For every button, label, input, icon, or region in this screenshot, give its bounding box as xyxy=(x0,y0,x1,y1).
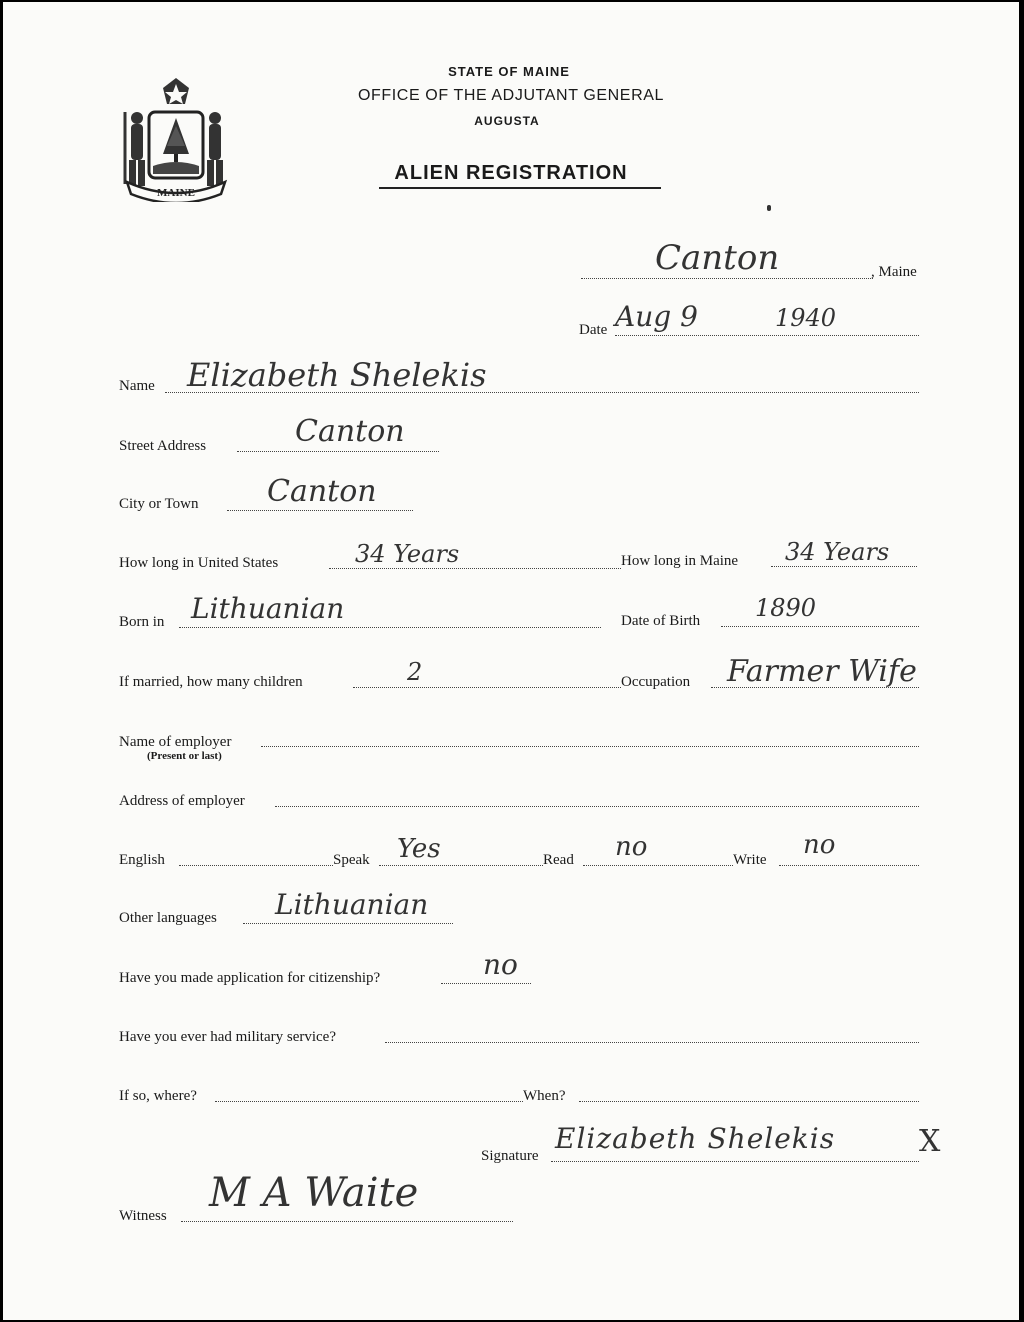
date-label: Date xyxy=(579,322,608,338)
date-year: 1940 xyxy=(775,304,837,332)
witness-line xyxy=(181,1221,513,1222)
write-value: no xyxy=(803,830,836,860)
military-label: Have you ever had military service? xyxy=(119,1029,336,1045)
occupation-label: Occupation xyxy=(621,674,691,690)
where-line xyxy=(215,1101,523,1102)
place-suffix-label: , Maine xyxy=(871,264,917,280)
english-label: English xyxy=(119,852,165,868)
citizenship-value: no xyxy=(483,948,518,981)
write-line xyxy=(779,865,919,866)
city-town-line xyxy=(227,510,413,511)
military-line xyxy=(385,1042,919,1043)
english-line xyxy=(179,865,333,866)
witness-label: Witness xyxy=(119,1208,167,1224)
how-long-us-line xyxy=(329,568,621,569)
state-heading: STATE OF MAINE xyxy=(448,64,570,79)
children-label: If married, how many children xyxy=(119,674,303,690)
how-long-maine-value: 34 Years xyxy=(785,538,890,566)
date-of-birth-line xyxy=(721,626,919,627)
where-label: If so, where? xyxy=(119,1088,197,1104)
other-languages-value: Lithuanian xyxy=(275,888,429,921)
other-languages-label: Other languages xyxy=(119,910,217,926)
employer-name-label: Name of employer xyxy=(119,734,232,750)
read-value: no xyxy=(615,832,648,862)
seal-banner-text: MAINE xyxy=(157,187,195,199)
born-in-line xyxy=(179,627,601,628)
signature-line xyxy=(551,1161,919,1162)
children-value: 2 xyxy=(407,658,423,686)
other-languages-line xyxy=(243,923,453,924)
children-line xyxy=(353,687,621,688)
speak-line xyxy=(379,865,543,866)
city-town-value: Canton xyxy=(267,474,377,509)
read-line xyxy=(583,865,733,866)
city-heading: AUGUSTA xyxy=(474,114,540,128)
read-label: Read xyxy=(543,852,574,868)
name-label: Name xyxy=(119,378,155,394)
registration-form xyxy=(3,2,1019,1320)
employer-name-line xyxy=(261,746,919,747)
born-in-label: Born in xyxy=(119,614,165,630)
citizenship-label: Have you made application for citizenship? xyxy=(119,970,381,986)
how-long-maine-label: How long in Maine xyxy=(621,553,739,569)
when-line xyxy=(579,1101,919,1102)
employer-name-sublabel: (Present or last) xyxy=(147,750,222,762)
office-heading: OFFICE OF THE ADJUTANT GENERAL xyxy=(357,87,665,104)
street-address-label: Street Address xyxy=(119,438,207,454)
street-address-value: Canton xyxy=(295,414,405,449)
how-long-maine-line xyxy=(771,566,917,567)
title-underline xyxy=(379,187,661,189)
employer-address-line xyxy=(275,806,919,807)
speak-label: Speak xyxy=(333,852,370,868)
date-of-birth-value: 1890 xyxy=(755,594,817,622)
date-line xyxy=(615,335,919,336)
employer-address-label: Address of employer xyxy=(119,793,245,809)
name-value: Elizabeth Shelekis xyxy=(187,356,487,394)
city-town-label: City or Town xyxy=(119,496,199,512)
write-label: Write xyxy=(733,852,767,868)
form-title: ALIEN REGISTRATION xyxy=(394,162,628,184)
place-line xyxy=(581,278,873,279)
witness-value: M A Waite xyxy=(209,1170,419,1216)
how-long-us-value: 34 Years xyxy=(355,540,460,568)
when-label: When? xyxy=(523,1088,566,1104)
occupation-value: Farmer Wife xyxy=(727,654,917,689)
signature-label: Signature xyxy=(481,1148,539,1164)
place-value: Canton xyxy=(655,238,780,278)
how-long-us-label: How long in United States xyxy=(119,555,279,571)
speak-value: Yes xyxy=(397,834,441,864)
signature-mark: X xyxy=(919,1124,941,1159)
born-in-value: Lithuanian xyxy=(191,592,345,625)
ink-speck xyxy=(767,205,771,211)
signature-value: Elizabeth Shelekis xyxy=(555,1122,836,1155)
date-of-birth-label: Date of Birth xyxy=(621,613,701,629)
street-address-line xyxy=(237,451,439,452)
citizenship-line xyxy=(441,983,531,984)
date-month-day: Aug 9 xyxy=(615,300,698,333)
